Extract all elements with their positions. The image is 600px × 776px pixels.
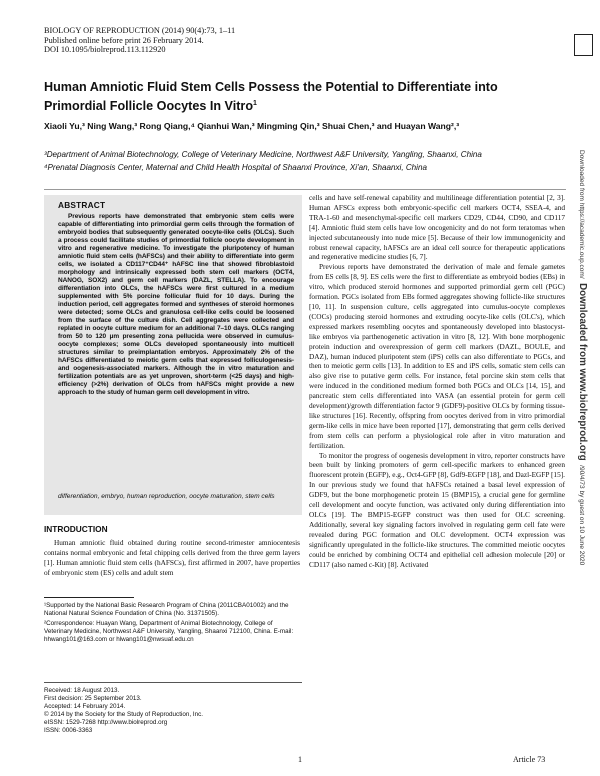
body-paragraph: Previous reports have demonstrated the derivation of male and female gametes from ES cells [8, 9]. ES cells were the first to differentiate as embryoid bodies (EBs) in vitro, which produced steroid hormones and supported primordial germ cell (PGC) formation. PGCs isolated from EBs formed aggregates showing follicle-like structures [10, 11]. In suspension culture, cells aggregated into cumulus-oocyte complexes (COCs) producing steroid hormones and extruding oocyte-like cells (OLC's), which expressed markers resembling oocytes and spontaneously developed into blastocyst-like embryos via parthenogenetic activation in vitro [8, 12]. With bone morphogenic protein induction and overexpression of germ cell markers (DAZL, BOULE, and DAZ), human induced pluripotent stem (iPS) cells can also differentiate to PGCs, and then to meiotic germ cells [13]. In addition to ES and iPS cells, somatic stem cells can also give rise to putative germ cells. For instance, fetal porcine skin stem cells that were induced in the conditioned medium formed both PGCs and OLCs [14, 15], and pancreatic stem cells differentiated into VASA (an essential protein for germ cell development)/growth differentiation factor 9 (GDF9)-positive OLCs by forming tissue-like structures [16]. Recently, offspring from oocytes derived from in vitro primordial germ-like cells in mice have been reported [17], demonstrating that germ cells derived from stem cells can perform a physiological role after in vitro maturation and fertilization. bbox=[309, 262, 565, 450]
journal-header bbox=[44, 26, 424, 55]
accepted-date: Accepted: 14 February 2014. bbox=[44, 702, 126, 710]
footnote-funding: ¹Supported by the National Basic Research Program of China (2011CBA01002) and the National Natural Science Foundation of China (No. 31371505). bbox=[44, 602, 289, 617]
footnote-divider bbox=[44, 597, 134, 598]
article-metadata bbox=[44, 687, 302, 734]
page-number: 1 bbox=[298, 755, 302, 764]
right-column bbox=[309, 193, 565, 569]
title-text: Human Amniotic Fluid Stem Cells Possess the Potential to Differentiate into Primordial Follicle Oocytes In Vitro bbox=[44, 80, 498, 113]
download-guest-note: /90/4/73 by guest on 10 June 2020 bbox=[578, 465, 585, 566]
received-date: Received: 18 August 2013. bbox=[44, 687, 120, 694]
download-source: Downloaded from https://academic.oup.com/ bbox=[578, 150, 585, 279]
download-site-link[interactable]: Downloaded from www.biolreprod.org bbox=[577, 283, 588, 461]
issn: ISSN: 0006-3363 bbox=[44, 726, 93, 734]
abstract-heading: ABSTRACT bbox=[58, 200, 106, 210]
side-marker-box bbox=[574, 34, 593, 56]
publication-date: Published online before print 26 February 2014. bbox=[44, 35, 204, 45]
body-paragraph: To monitor the progress of oogenesis development in vitro, reporter constructs have been built by linking promoters of germ cell-specific markers to enhanced green fluorescent protein (EGFP), e.g., Oct4-GFP [8], Gdf9-EGFP [18], and Dazl-EGFP [15]. In our previous study we found that hAFSCs retained a basal level expression of GDF9, but the bone morphogenetic protein 15 (BMP15), a crucial gene for germline cell development and oocyte function, was activated only during differentiation into OLCs [19]. The BMP15-EGFP construct was then used for OLC screening. Additionally, several key signaling factors involved in regulating germ cell fate were revealed during PGC formation and OLC development. OCT4 expression was significantly upregulated in the follicle-like structures. The committed meiotic oocytes could be enriched by combining OCT4 and epithelial cell adhesion molecule [20] or CD117 (also named c-Kit) [8]. Activated bbox=[309, 450, 565, 569]
introduction-heading: INTRODUCTION bbox=[44, 524, 108, 534]
footnotes bbox=[44, 602, 302, 646]
meta-divider bbox=[44, 682, 302, 683]
divider bbox=[44, 189, 566, 190]
doi-link[interactable]: DOI 10.1095/biolreprod.113.112920 bbox=[44, 45, 166, 55]
introduction-text: Human amniotic fluid obtained during routine second-trimester amniocentesis contains normal embryonic and fetal chipping cells derived from the three germ layers [1]. Human amniotic fluid stem cells (hAFSCs), first affirmed in 2007, have properties of embryonic stem (ES) cells and adult stem bbox=[44, 538, 300, 577]
author-list: Xiaoli Yu,³ Ning Wang,³ Rong Qiang,⁴ Qianhui Wan,³ Mingming Qin,³ Shuai Chen,³ and Huayan Wang²,³ bbox=[44, 121, 460, 131]
body-paragraph: cells and have self-renewal capability and multilineage differentiation potential [2, 3]. Human AFSCs express both embryonic-specific cell markers OCT4, SSEA-4, and TRA-1-60 and mesenchymal-specific cell markers CD29, CD44, CD90, and CD117 [4]. Amniotic fluid stem cells have low oncogenicity and do not form teratomas when injected subcutaneously into nude mice [5]. Because of their low immunogenicity and robust renewal capacity, hAFSCs are an ideal cell source for therapeutic applications and regenerative medicine studies [6, 7]. bbox=[309, 193, 565, 262]
article-title bbox=[44, 80, 544, 114]
download-sidebar bbox=[576, 150, 593, 580]
copyright: © 2014 by the Society for the Study of Reproduction, Inc. bbox=[44, 710, 204, 718]
article-number: Article 73 bbox=[513, 755, 546, 764]
affiliations bbox=[44, 150, 514, 175]
title-footnote-marker[interactable]: 1 bbox=[253, 99, 257, 107]
abstract-text: Previous reports have demonstrated that embryonic stem cells were capable of differentiating into primordial germ cells through the formation of embryoid bodies that subsequently generated oocyte-like cells (OLCs). Such a process could facilitate studies of primordial follicle oocyte development in vitro and regenerative medicine. To investigate the pluripotency of human amniotic fluid stem cells (hAFSCs) and their ability to differentiate into germ cells, we isolated a CD117⁺CD44⁺ hAFSC line that showed fibroblastoid morphology and intrinsically expressed both stem cell markers (OCT4, NANOG, SOX2) and germ cell markers (DAZL, STELLA). To encourage differentiation into OLCs, the hAFSCs were first cultured in a medium supplemented with 5% porcine follicular fluid for 10 days. During the induction period, cell aggregates formed and syntheses of steroid hormones were detected; some OLCs and granulosa cell-like cells could be loosened from the surface of the culture dish. Cell aggregates were collected and replated in oocyte culture medium for an additional 7–10 days. OLCs ranging from 50 to 120 μm presenting zona pellucida were observed in cumulus-oocyte complexes; some OLCs developed spontaneously into multicell structures similar to preimplantation embryos. Approximately 2% of the hAFSCs differentiated to meiotic germ cells that expressed folliculogenesis- and oogenesis-associated markers. Although the in vitro maturation and fertilization potentials are as yet unproven, short-term (<25 days) and high-efficiency (>2%) derivation of OLCs from hAFSCs might provide a new approach to the study of human germ cell development in vitro. bbox=[58, 213, 294, 396]
affiliation-item: ⁴Prenatal Diagnosis Center, Maternal and Child Health Hospital of Shaanxi Province, Xi'an, Shaanxi, China bbox=[44, 162, 427, 172]
footnote-correspondence: ²Correspondence: Huayan Wang, Department of Animal Biotechnology, College of Veterinary Medicine, Northwest A&F University, Yangling, Shaanxi 712100, China. E-mail: hhwang101@163.com or hlwang101@nwsuaf.edu.cn bbox=[44, 620, 294, 643]
first-decision-date: First decision: 25 September 2013. bbox=[44, 694, 142, 702]
eissn: eISSN: 1529-7268 http://www.biolreprod.org bbox=[44, 718, 168, 726]
affiliation-item: ³Department of Animal Biotechnology, College of Veterinary Medicine, Northwest A&F University, Yangling, Shaanxi, China bbox=[44, 150, 482, 159]
journal-citation: BIOLOGY OF REPRODUCTION (2014) 90(4):73, 1–11 bbox=[44, 26, 236, 35]
keywords: differentiation, embryo, human reproduction, oocyte maturation, stem cells bbox=[58, 493, 275, 500]
